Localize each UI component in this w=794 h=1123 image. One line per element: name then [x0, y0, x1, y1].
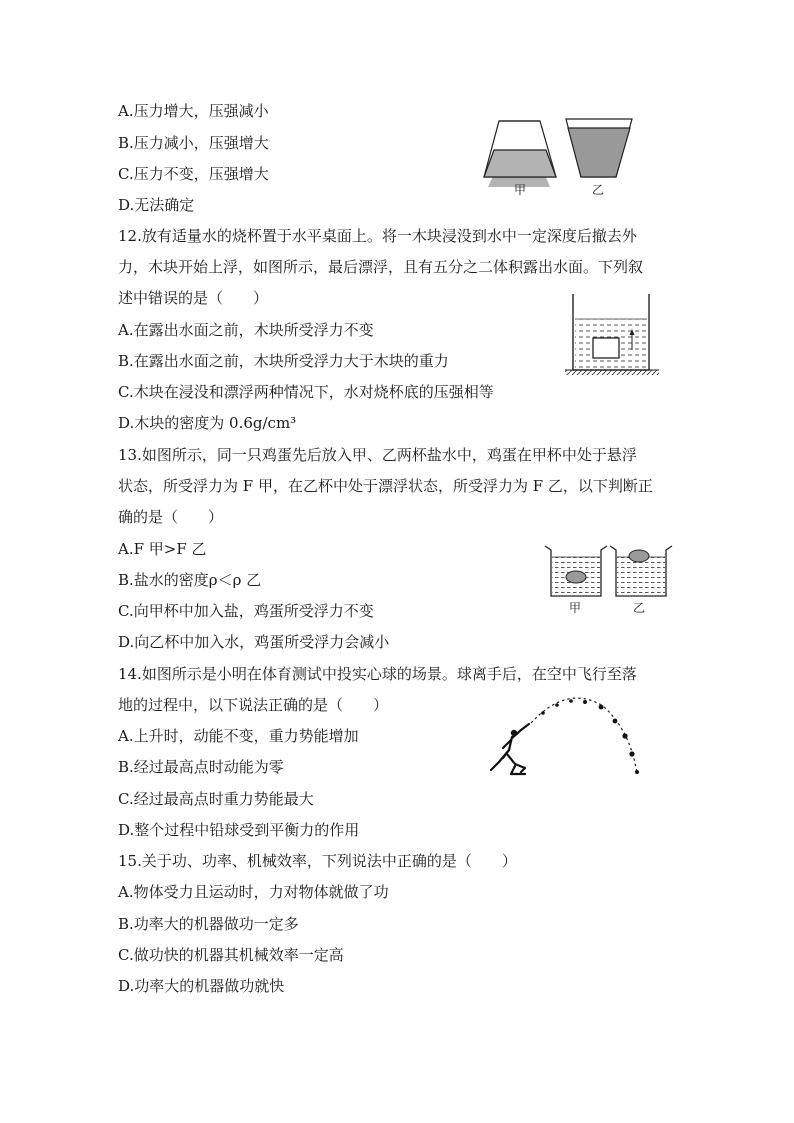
q14-option-d: D.整个过程中铅球受到平衡力的作用 — [118, 821, 360, 839]
q15-option-a: A.物体受力且运动时，力对物体就做了功 — [118, 883, 389, 901]
q12-stem-line-3: 述中错误的是（ ） — [118, 289, 269, 307]
q15-option-c: C.做功快的机器其机械效率一定高 — [118, 946, 344, 964]
q15-stem-line-1: 15.关于功、功率、机械效率，下列说法中正确的是（ ） — [118, 852, 517, 870]
label-yi: 乙 — [633, 601, 646, 615]
q12-option-b: B.在露出水面之前，木块所受浮力大于木块的重力 — [118, 352, 449, 370]
q14-shot-put-figure — [485, 688, 645, 780]
q14-option-a: A.上升时，动能不变，重力势能增加 — [118, 727, 359, 745]
q13-stem-line-1: 13.如图所示，同一只鸡蛋先后放入甲、乙两杯盐水中，鸡蛋在甲杯中处于悬浮 — [118, 446, 637, 464]
q11-option-b: B.压力减小，压强增大 — [118, 134, 269, 152]
q13-egg-cups-figure — [543, 540, 675, 618]
q12-option-d: D.木块的密度为 0.6g/cm³ — [118, 414, 297, 432]
q13-option-d: D.向乙杯中加入水，鸡蛋所受浮力会减小 — [118, 633, 390, 651]
cup-yi — [610, 546, 672, 596]
q15-option-b: B.功率大的机器做功一定多 — [118, 915, 299, 933]
q13-stem-line-3: 确的是（ ） — [118, 508, 224, 526]
q11-option-c: C.压力不变，压强增大 — [118, 165, 269, 183]
container-yi — [566, 119, 632, 177]
q11-option-d: D.无法确定 — [118, 196, 195, 214]
ball-positions — [541, 699, 639, 774]
q14-stem-line-2: 地的过程中，以下说法正确的是（ ） — [118, 696, 389, 714]
q14-option-b: B.经过最高点时动能为零 — [118, 758, 284, 776]
q12-option-a: A.在露出水面之前，木块所受浮力不变 — [118, 321, 374, 339]
q12-beaker-figure — [565, 292, 665, 382]
q12-option-c: C.木块在浸没和漂浮两种情况下，水对烧杯底的压强相等 — [118, 383, 494, 401]
q14-option-c: C.经过最高点时重力势能最大 — [118, 790, 314, 808]
q12-stem-line-1: 12.放有适量水的烧杯置于水平桌面上。将一木块浸没到水中一定深度后撤去外 — [118, 227, 637, 245]
q11-option-a: A.压力增大，压强减小 — [118, 102, 269, 120]
label-jia: 甲 — [514, 183, 527, 197]
thrower-figure — [491, 724, 529, 774]
q13-option-a: A.F 甲>F 乙 — [118, 540, 207, 558]
container-jia — [484, 121, 556, 187]
q13-option-b: B.盐水的密度ρ＜ρ 乙 — [118, 571, 262, 589]
cup-jia — [545, 546, 607, 596]
q15-option-d: D.功率大的机器做功就快 — [118, 977, 285, 995]
q13-option-c: C.向甲杯中加入盐，鸡蛋所受浮力不变 — [118, 602, 374, 620]
q14-stem-line-1: 14.如图所示是小明在体育测试中投实心球的场景。球离手后，在空中飞行至落 — [118, 665, 637, 683]
q11-container-figure — [480, 112, 640, 202]
label-yi: 乙 — [592, 183, 605, 197]
q13-stem-line-2: 状态，所受浮力为 F 甲，在乙杯中处于漂浮状态，所受浮力为 F 乙，以下判断正 — [118, 477, 653, 495]
q12-stem-line-2: 力，木块开始上浮，如图所示，最后漂浮，且有五分之二体积露出水面。下列叙 — [118, 258, 644, 276]
label-jia: 甲 — [569, 601, 582, 615]
